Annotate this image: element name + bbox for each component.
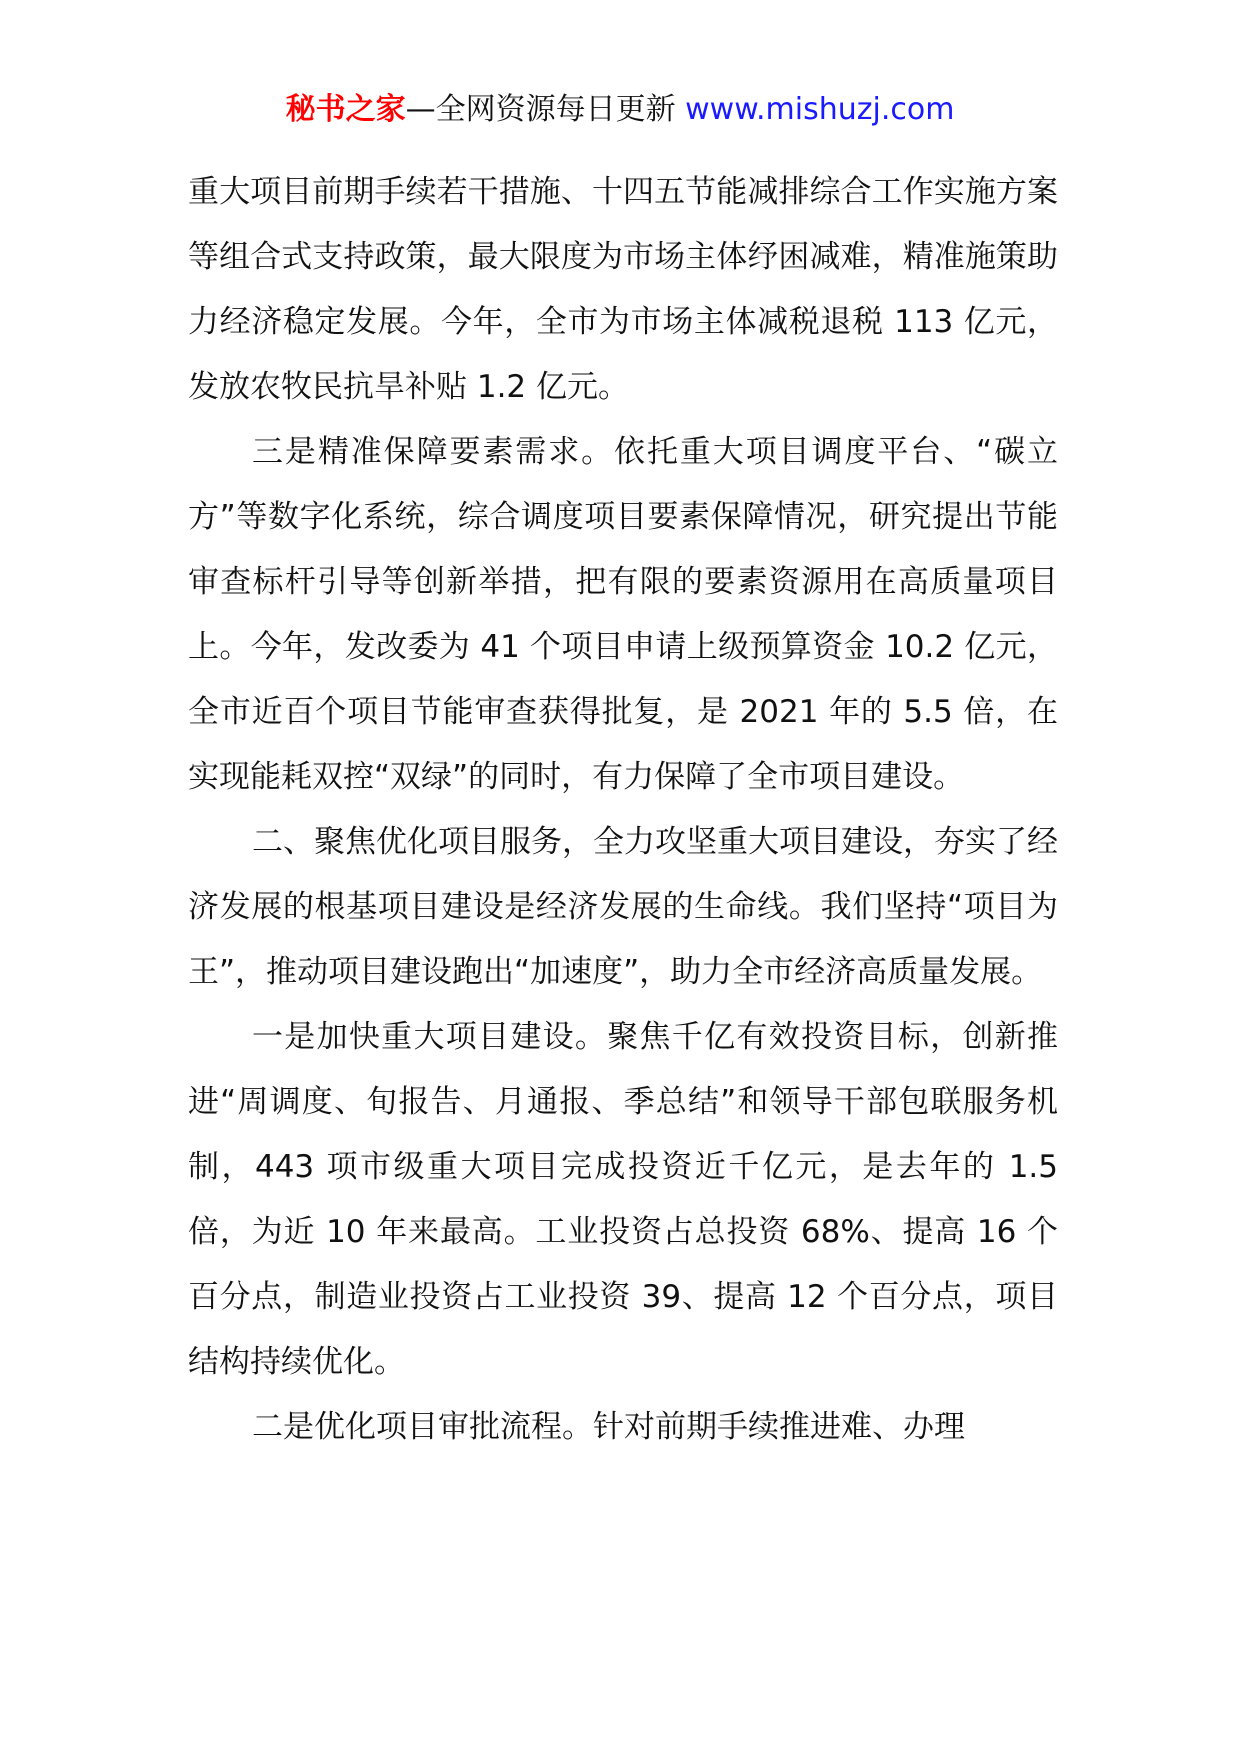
paragraph-2: 三是精准保障要素需求。依托重大项目调度平台、“碳立方”等数字化系统，综合调度项目要素保障情况，研究提出节能审查标杆引导等创新举措，把有限的要素资源用在高质量项目上。今年，发改委为 41 个项目申请上级预算资金 10.2 亿元，全市近百个项目节能审查获得批复，是 2021 年的 5.5 倍，在实现能耗双控“双绿”的同时，有力保障了全市项目建设。 xyxy=(188,434,1058,795)
site-tagline: —全网资源每日更新 xyxy=(405,92,686,127)
site-url-link[interactable]: www.mishuzj.com xyxy=(685,92,955,127)
paragraph-5: 二是优化项目审批流程。针对前期手续推进难、办理 xyxy=(252,1409,965,1445)
document-body xyxy=(188,160,1058,1460)
paragraph-3: 二、聚焦优化项目服务，全力攻坚重大项目建设，夯实了经济发展的根基项目建设是经济发展的生命线。我们坚持“项目为王”，推动项目建设跑出“加速度”，助力全市经济高质量发展。 xyxy=(188,824,1058,990)
paragraph-1: 重大项目前期手续若干措施、十四五节能减排综合工作实施方案等组合式支持政策，最大限度为市场主体纾困减难，精准施策助力经济稳定发展。今年，全市为市场主体减税退税 113 亿元，发放农牧民抗旱补贴 1.2 亿元。 xyxy=(188,174,1058,405)
site-brand: 秘书之家 xyxy=(285,92,406,127)
page-header xyxy=(0,90,1240,130)
paragraph-4: 一是加快重大项目建设。聚焦千亿有效投资目标，创新推进“周调度、旬报告、月通报、季总结”和领导干部包联服务机制，443 项市级重大项目完成投资近千亿元，是去年的 1.5 倍，为近 10 年来最高。工业投资占总投资 68%、提高 16 个百分点，制造业投资占工业投资 39、提高 12 个百分点，项目结构持续优化。 xyxy=(188,1019,1058,1380)
